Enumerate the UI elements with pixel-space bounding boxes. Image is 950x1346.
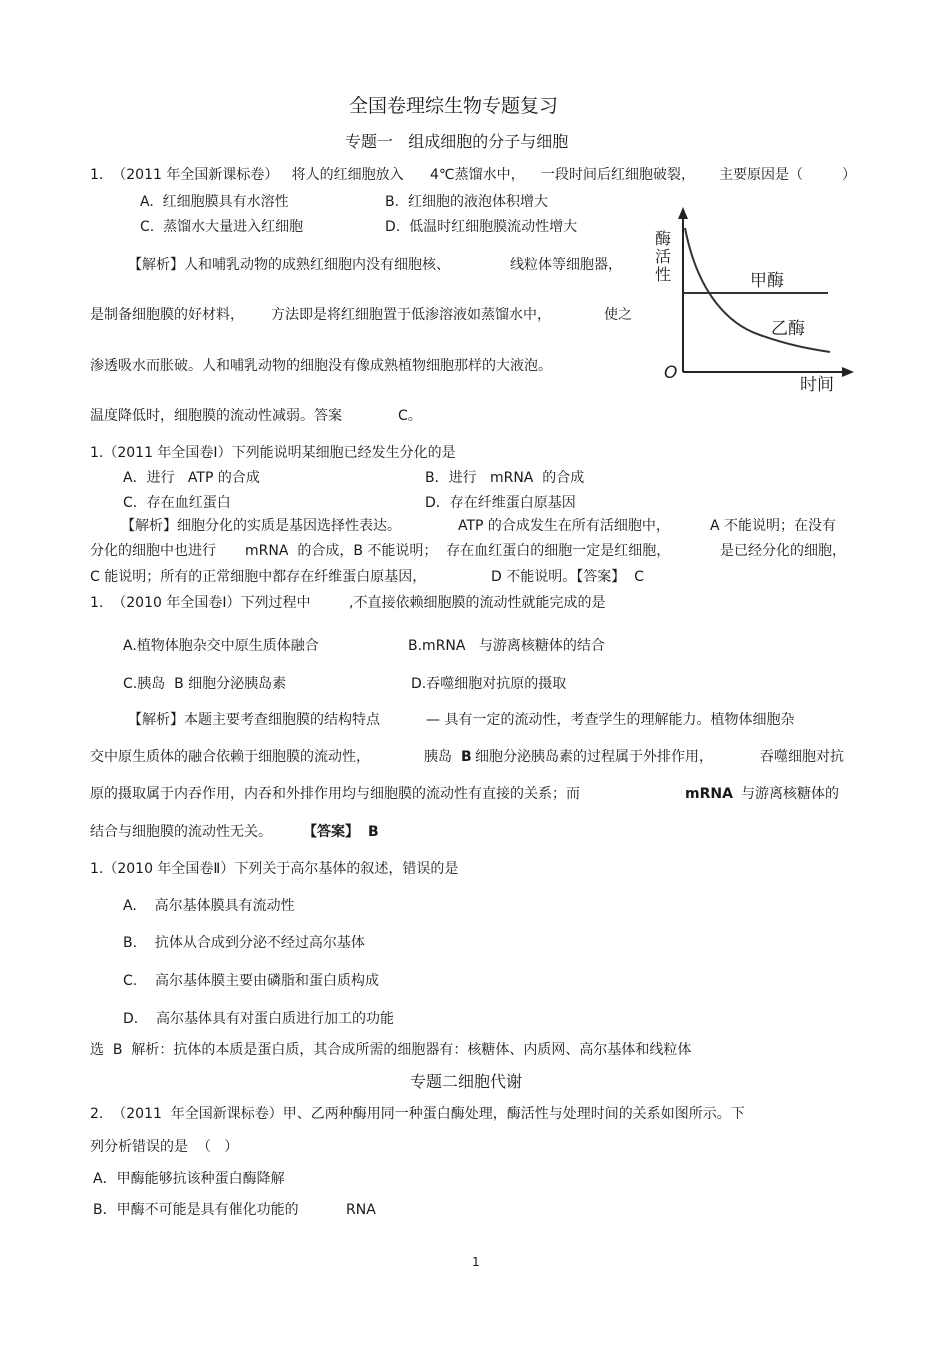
q1-explanation-3: 渗透吸水而胀破。人和哺乳动物的细胞没有像成熟植物细胞那样的大液泡。 [90, 358, 552, 374]
q1-explanation-2c: 使之 [604, 307, 632, 323]
enzyme-activity-graph [640, 200, 862, 398]
q1-explanation-2a: 是制备细胞膜的好材料， [90, 307, 244, 323]
q2-explanation-1b: ATP 的合成发生在所有活细胞中， [458, 518, 670, 534]
q2-option-a: A．进行 ATP 的合成 [123, 470, 260, 486]
q3-explanation-3c: 与游离核糖体的 [741, 786, 839, 802]
q3-explanation-4b: 【答案】 [303, 824, 359, 840]
q4-option-b: B. 抗体从合成到分泌不经过高尔基体 [123, 935, 365, 951]
q3-option-d: D.吞噬细胞对抗原的摄取 [411, 676, 567, 692]
q1-option-c: C. 蒸馏水大量进入红细胞 [140, 219, 304, 235]
q2-stem: 1.（2011 年全国卷Ⅰ）下列能说明某细胞已经发生分化的是 [90, 445, 456, 461]
q1-stem-part1: 1. （2011 年全国新课标卷） 将人的红细胞放入 [90, 167, 404, 183]
q1-explanation-2b: 方法即是将红细胞置于低渗溶液如蒸馏水中， [271, 307, 551, 323]
q3-explanation-1a: 【解析】本题主要考查细胞膜的结构特点 [128, 712, 380, 728]
series-label-yimei: 乙酶 [771, 319, 805, 339]
q5-option-b-part1: B．甲酶不可能是具有催化功能的 [93, 1202, 299, 1218]
q1-stem-part5: ） [842, 167, 856, 183]
y-axis-label-3: 性 [655, 265, 672, 284]
q1-stem-part3: 一段时间后红细胞破裂， [541, 167, 695, 183]
q5-option-b-part2: RNA [346, 1202, 376, 1218]
x-axis-label: 时间 [800, 375, 834, 395]
q1-explanation-4b: C。 [398, 408, 422, 424]
q3-stem-part2: ,不直接依赖细胞膜的流动性就能完成的是 [349, 595, 606, 611]
section-heading-topic2: 专题二细胞代谢 [410, 1072, 523, 1091]
q3-explanation-2c: B [461, 749, 472, 765]
q2-option-c: C．存在血红蛋白 [123, 495, 231, 511]
page-title: 全国卷理综生物专题复习 [349, 95, 559, 117]
page-number: 1 [472, 1255, 480, 1269]
q5-stem-line1: 2. （2011 年全国新课标卷）甲、乙两种酶用同一种蛋白酶处理，酶活性与处理时间的关系如图所示。下 [90, 1106, 745, 1122]
q3-option-a: A.植物体胞杂交中原生质体融合 [123, 638, 319, 654]
q3-explanation-4c: B [368, 824, 379, 840]
q3-stem-part1: 1. （2010 年全国卷Ⅰ）下列过程中 [90, 595, 311, 611]
q2-explanation-3a: C 能说明；所有的正常细胞中都存在纤维蛋白原基因， [90, 569, 427, 585]
q4-option-d: D. 高尔基体具有对蛋白质进行加工的功能 [123, 1011, 395, 1027]
q3-explanation-2e: 吞噬细胞对抗 [760, 749, 844, 765]
series-label-jiamei: 甲酶 [750, 271, 784, 291]
q3-explanation-4a: 结合与细胞膜的流动性无关。 [90, 824, 272, 840]
q5-stem-line2: 列分析错误的是 （ ） [90, 1139, 239, 1155]
q3-option-b: B.mRNA 与游离核糖体的结合 [408, 638, 605, 654]
q3-explanation-3b: mRNA [685, 786, 733, 802]
q2-explanation-3b: D 不能说明。【答案】 C [491, 569, 644, 585]
q2-option-d: D．存在纤维蛋白原基因 [425, 495, 576, 511]
q1-option-d: D. 低温时红细胞膜流动性增大 [385, 219, 578, 235]
q3-explanation-2a: 交中原生质体的融合依赖于细胞膜的流动性， [90, 749, 370, 765]
q1-explanation-4a: 温度降低时，细胞膜的流动性减弱。答案 [90, 408, 342, 424]
q2-explanation-2c: 是已经分化的细胞， [720, 543, 846, 559]
origin-label: O [664, 363, 678, 383]
q3-explanation-3a: 原的摄取属于内吞作用，内吞和外排作用均与细胞膜的流动性有直接的关系；而 [90, 786, 580, 802]
q2-explanation-1c: A 不能说明；在没有 [710, 518, 837, 534]
q1-option-b: B. 红细胞的液泡体积增大 [385, 194, 548, 210]
q1-option-a: A. 红细胞膜具有水溶性 [140, 194, 289, 210]
q3-option-c: C.胰岛 B 细胞分泌胰岛素 [123, 676, 287, 692]
q1-explanation-1a: 【解析】人和哺乳动物的成熟红细胞内没有细胞核、 [128, 257, 450, 273]
q2-explanation-1a: 【解析】细胞分化的实质是基因选择性表达。 [121, 518, 401, 534]
q2-explanation-2b: mRNA 的合成，B 不能说明； 存在血红蛋白的细胞一定是红细胞， [245, 543, 671, 559]
q3-explanation-2d: 细胞分泌胰岛素的过程属于外排作用， [475, 749, 713, 765]
q4-option-c: C. 高尔基体膜主要由磷脂和蛋白质构成 [123, 973, 380, 989]
section-heading-topic1: 专题一 组成细胞的分子与细胞 [345, 132, 569, 151]
q4-stem: 1.（2010 年全国卷Ⅱ）下列关于高尔基体的叙述，错误的是 [90, 861, 459, 877]
q3-explanation-1b: — 具有一定的流动性，考查学生的理解能力。植物体细胞杂 [426, 712, 795, 728]
y-axis-label-1: 酶 [655, 229, 672, 248]
q1-stem-part2: 4℃蒸馏水中， [430, 167, 525, 183]
q1-explanation-1b: 线粒体等细胞器， [510, 257, 622, 273]
q3-explanation-2b: 胰岛 [424, 749, 452, 765]
q1-stem-part4: 主要原因是（ [719, 167, 803, 183]
q5-option-a: A．甲酶能够抗该种蛋白酶降解 [93, 1171, 285, 1187]
y-axis-label-2: 活 [655, 247, 672, 266]
q2-explanation-2a: 分化的细胞中也进行 [90, 543, 216, 559]
x-axis-arrow [842, 367, 854, 377]
q4-explanation: 选 B 解析：抗体的本质是蛋白质，其合成所需的细胞器有：核糖体、内质网、高尔基体和线粒体 [90, 1042, 692, 1058]
y-axis-arrow [678, 207, 688, 219]
q4-option-a: A. 高尔基体膜具有流动性 [123, 898, 295, 914]
q2-option-b: B．进行 mRNA 的合成 [425, 470, 585, 486]
